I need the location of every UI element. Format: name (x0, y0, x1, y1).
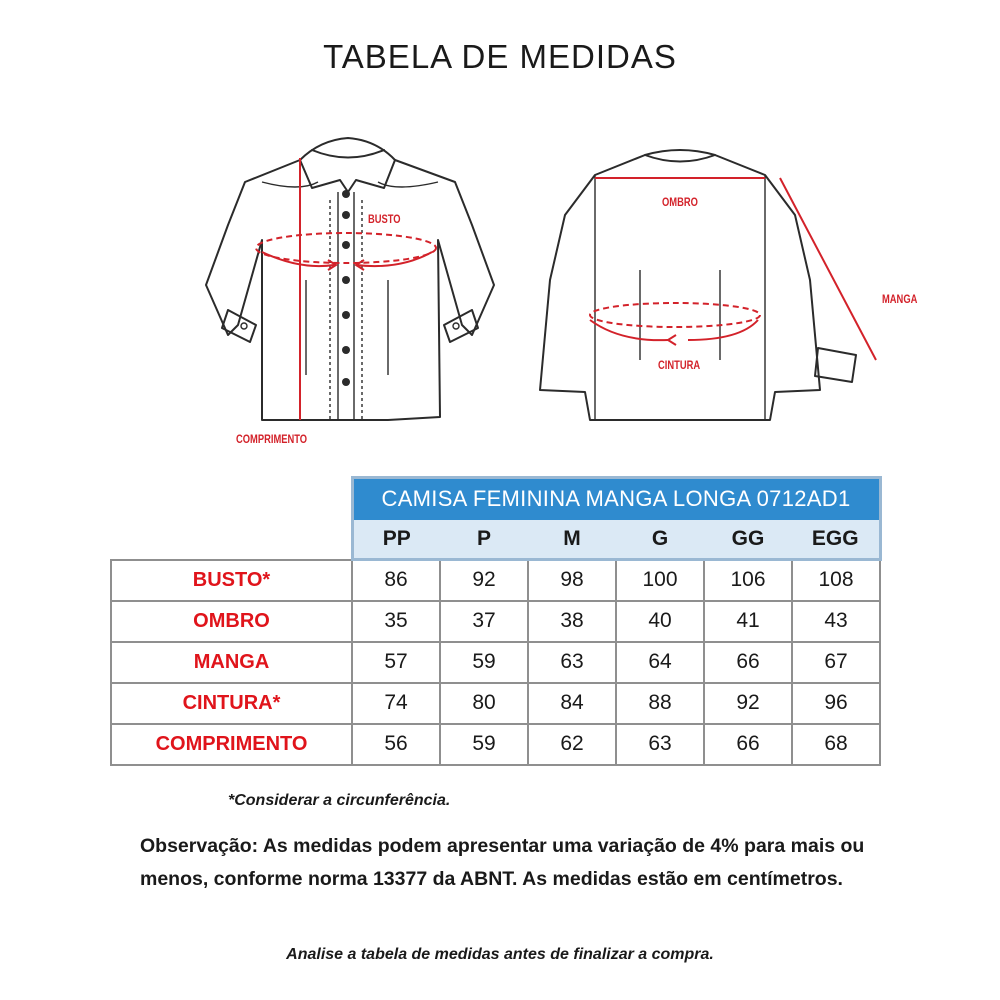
circumference-footnote: *Considerar a circunferência. (228, 792, 451, 809)
table-corner (111, 520, 352, 560)
table-cell: 59 (440, 642, 528, 683)
size-header: GG (704, 520, 792, 560)
table-cell: 43 (792, 601, 880, 642)
table-cell: 62 (528, 724, 616, 765)
comprimento-label: COMPRIMENTO (236, 432, 308, 446)
table-cell: 66 (704, 724, 792, 765)
table-cell: 57 (352, 642, 440, 683)
table-cell: 41 (704, 601, 792, 642)
size-header: EGG (792, 520, 880, 560)
size-header: PP (352, 520, 440, 560)
table-cell: 35 (352, 601, 440, 642)
size-header: G (616, 520, 704, 560)
busto-label: BUSTO (368, 212, 401, 226)
table-cell: 37 (440, 601, 528, 642)
table-cell: 63 (616, 724, 704, 765)
table-cell: 59 (440, 724, 528, 765)
shirt-illustrations (0, 120, 1000, 460)
table-cell: 56 (352, 724, 440, 765)
table-cell: 98 (528, 560, 616, 601)
table-cell: 38 (528, 601, 616, 642)
page-title: TABELA DE MEDIDAS (323, 38, 677, 75)
observation-text: Observação: As medidas podem apresentar uma variação de 4% para mais ou menos, conforme norma 13377 da ABNT. As medidas estão em centímetros. (140, 835, 865, 890)
row-label: CINTURA* (111, 683, 352, 724)
front-shirt-illustration (206, 138, 494, 420)
table-corner (111, 478, 352, 520)
table-cell: 80 (440, 683, 528, 724)
product-name: CAMISA FEMININA MANGA LONGA 0712AD1 (352, 478, 880, 520)
final-note: Analise a tabela de medidas antes de finalizar a compra. (286, 946, 714, 963)
table-cell: 84 (528, 683, 616, 724)
size-header: M (528, 520, 616, 560)
size-header: P (440, 520, 528, 560)
size-header-row (111, 520, 880, 560)
table-row (111, 560, 880, 601)
table-cell: 64 (616, 642, 704, 683)
table-row (111, 642, 880, 683)
table-cell: 92 (440, 560, 528, 601)
table-row (111, 724, 880, 765)
table-cell: 108 (792, 560, 880, 601)
table-cell: 68 (792, 724, 880, 765)
table-cell: 74 (352, 683, 440, 724)
manga-label: MANGA (882, 292, 918, 306)
row-label: MANGA (111, 642, 352, 683)
table-cell: 63 (528, 642, 616, 683)
table-row (111, 601, 880, 642)
ombro-label: OMBRO (662, 195, 698, 209)
row-label: COMPRIMENTO (111, 724, 352, 765)
table-cell: 100 (616, 560, 704, 601)
table-cell: 66 (704, 642, 792, 683)
row-label: BUSTO* (111, 560, 352, 601)
back-shirt-illustration (540, 150, 876, 420)
row-label: OMBRO (111, 601, 352, 642)
table-cell: 67 (792, 642, 880, 683)
table-cell: 86 (352, 560, 440, 601)
table-cell: 106 (704, 560, 792, 601)
table-cell: 40 (616, 601, 704, 642)
cintura-label: CINTURA (658, 358, 701, 372)
table-row (111, 683, 880, 724)
shirt-measurement-diagram (0, 120, 1000, 460)
table-cell: 92 (704, 683, 792, 724)
table-title-row (111, 478, 880, 520)
table-cell: 96 (792, 683, 880, 724)
table-cell: 88 (616, 683, 704, 724)
size-table (110, 476, 882, 766)
